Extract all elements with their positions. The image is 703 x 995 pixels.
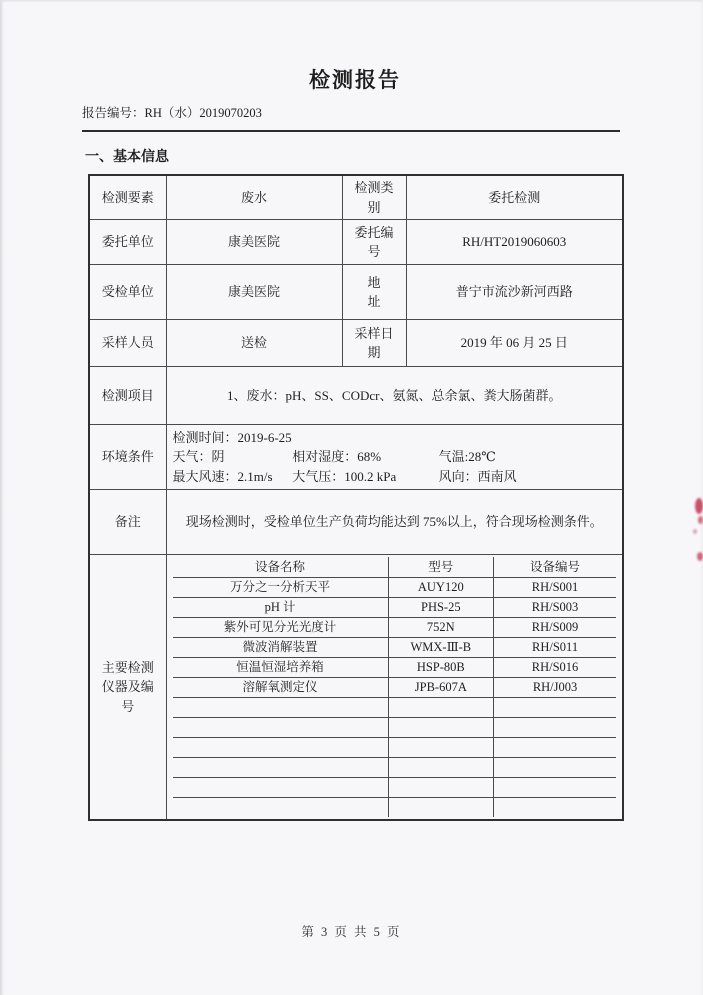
equipment-name: 恒温恒湿培养箱 [173,658,389,678]
report-page [82,64,622,821]
equipment-table [173,557,617,817]
equipment-id: RH/S009 [494,618,616,638]
table-row-element [89,175,623,220]
env-line-3 [173,467,617,487]
row-label: 备注 [89,490,166,555]
row-label: 检测要素 [89,175,166,220]
equipment-id: RH/S003 [494,598,616,618]
equipment-model: PHS-25 [388,598,494,618]
red-stamp-mark [697,552,703,561]
table-row-remark [89,490,623,555]
equipment-id: RH/S016 [494,658,616,678]
equipment-row [173,578,617,598]
equipment-name: pH 计 [173,598,389,618]
row-value: 2019 年 06 月 25 日 [406,320,623,367]
equipment-empty-row [173,798,617,818]
equipment-col-header: 设备编号 [494,557,616,578]
equipment-model: JPB-607A [388,678,494,698]
environment-conditions [166,425,623,490]
row-label: 检测项目 [89,367,166,425]
row-value: 委托检测 [406,175,623,220]
basic-info-table [88,174,624,821]
row-value: 康美医院 [166,265,342,320]
equipment-name: 微波消解装置 [173,638,389,658]
env-line-2 [173,447,617,467]
equipment-label: 主要检测仪器及编号 [89,555,166,821]
table-row-environment [89,425,623,490]
red-stamp-mark [698,516,703,524]
row-label: 采样日期 [342,320,406,367]
env-wind-speed: 最大风速：2.1m/s [172,468,273,484]
equipment-name: 紫外可见分光光度计 [173,618,389,638]
equipment-empty-row [173,718,617,738]
divider-line [82,130,620,132]
red-stamp-mark [695,498,703,514]
test-items-value: 1、废水：pH、SS、CODcr、氨氮、总余氯、粪大肠菌群。 [166,367,623,425]
equipment-row [173,598,617,618]
env-temperature: 气温:28℃ [438,449,496,465]
row-label: 受检单位 [89,265,166,320]
equipment-empty-row [173,738,617,758]
row-label: 地 址 [342,265,406,320]
table-row-test-items [89,367,623,425]
scan-edge-top [0,0,703,3]
equipment-col-header: 设备名称 [173,557,389,578]
page-title: 检测报告 [309,68,401,92]
row-label: 检测类别 [342,175,406,220]
equipment-model: HSP-80B [388,658,494,678]
equipment-name: 万分之一分析天平 [173,578,389,598]
equipment-row [173,658,617,678]
row-value: 送检 [166,320,342,367]
section-title: 一、基本信息 [85,150,169,165]
row-value: 普宁市流沙新河西路 [406,265,623,320]
env-test-time: 检测时间：2019-6-25 [172,429,292,445]
remark-value: 现场检测时，受检单位生产负荷均能达到 75%以上，符合现场检测条件。 [166,490,623,555]
row-label: 委托编号 [342,220,406,265]
equipment-empty-row [173,778,617,798]
row-value: 废水 [166,175,342,220]
row-label: 环境条件 [89,425,166,490]
table-row-client [89,220,623,265]
equipment-empty-row [173,758,617,778]
equipment-model: AUY120 [388,578,494,598]
equipment-row [173,678,617,698]
row-value: RH/HT2019060603 [406,220,623,265]
equipment-col-header: 型号 [388,557,494,578]
equipment-id: RH/J003 [494,678,616,698]
equipment-header-row [173,557,617,578]
env-wind-direction: 风向：西南风 [438,468,517,484]
table-row-inspected-unit [89,265,623,320]
env-line-1 [173,428,617,448]
row-value: 康美医院 [166,220,342,265]
equipment-row [173,618,617,638]
equipment-model: 752N [388,618,494,638]
red-stamp-mark [693,529,697,534]
table-row-equipment [89,555,623,821]
env-humidity: 相对湿度：68% [292,449,382,465]
row-label: 采样人员 [89,320,166,367]
scan-edge-left [0,0,4,995]
equipment-row [173,638,617,658]
report-number: 报告编号：RH（水）2019070203 [82,106,262,120]
row-label: 委托单位 [89,220,166,265]
page-number: 第 3 页 共 5 页 [301,925,402,939]
env-weather: 天气：阴 [172,449,225,465]
table-row-sampling [89,320,623,367]
equipment-id: RH/S011 [494,638,616,658]
equipment-id: RH/S001 [494,578,616,598]
equipment-empty-row [173,698,617,718]
env-pressure: 大气压：100.2 kPa [292,468,397,484]
equipment-name: 溶解氧测定仪 [173,678,389,698]
equipment-table-cell [166,555,623,821]
equipment-model: WMX-Ⅲ-B [388,638,494,658]
